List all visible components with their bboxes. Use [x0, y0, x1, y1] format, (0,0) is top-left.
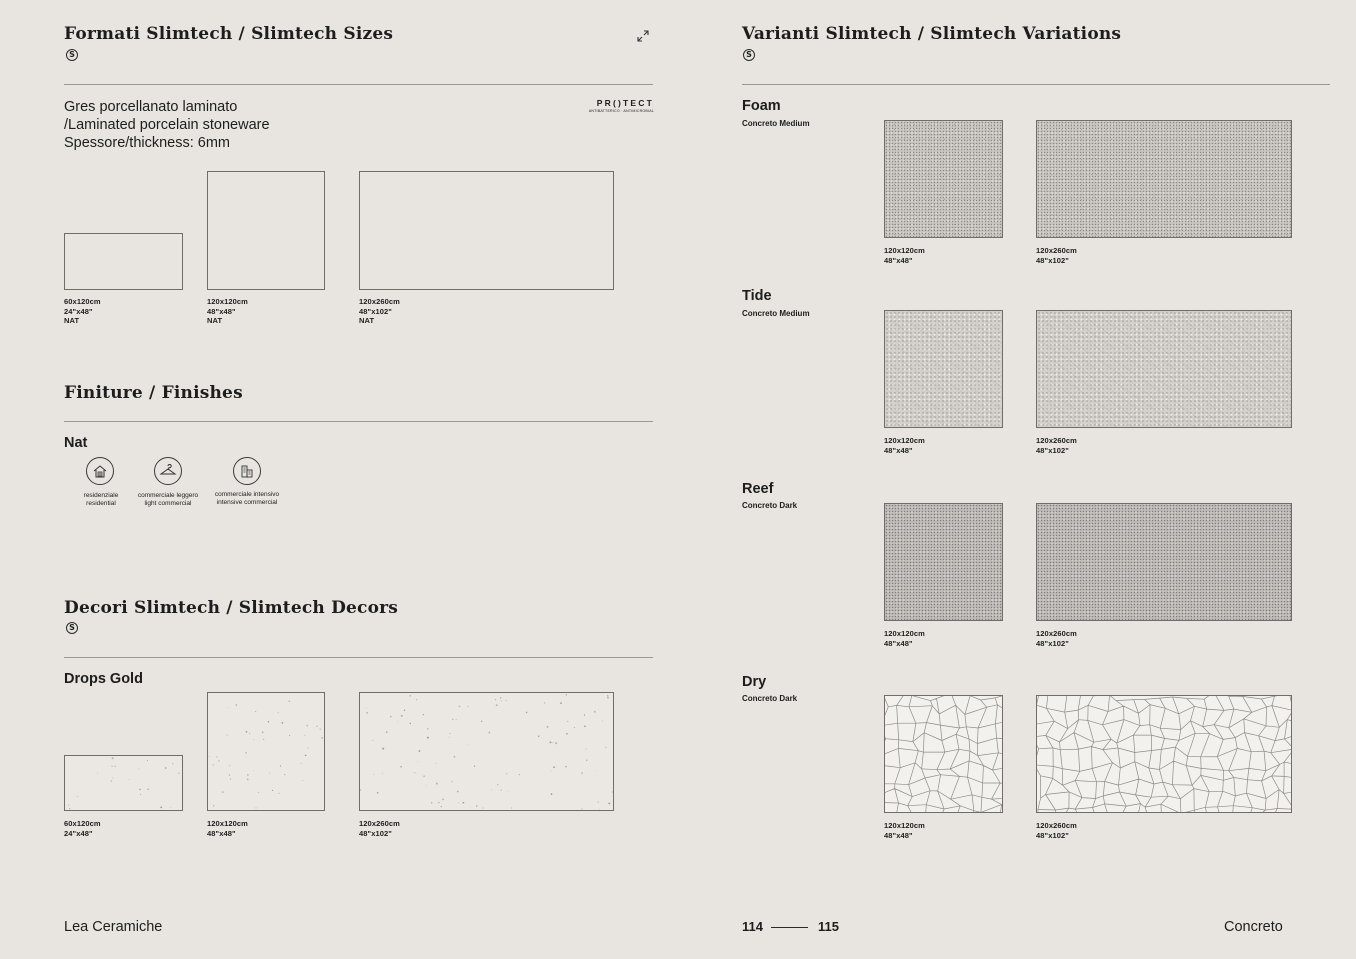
- variant-sub: Concreto Dark: [742, 501, 798, 510]
- divider: [742, 84, 1330, 85]
- size-inch: 24"x48": [64, 306, 93, 316]
- decor-caption: [207, 819, 248, 838]
- size-finish: NAT: [359, 316, 375, 325]
- usage-caption: [70, 492, 132, 508]
- size-inch: 48"x48": [884, 830, 913, 840]
- size-caption: [64, 297, 101, 326]
- usage-label: residenziale: [83, 492, 119, 499]
- variant-caption: [1036, 246, 1077, 265]
- variant-sub: Concreto Dark: [742, 694, 798, 703]
- hanger-icon: [154, 457, 182, 485]
- size-inch: 48"x102": [1036, 445, 1069, 455]
- variant-tile: [1036, 503, 1292, 621]
- variant-tile: [1036, 695, 1292, 813]
- size-cm: 120x120cm: [884, 629, 925, 638]
- decor-tile-60x120: [64, 755, 183, 811]
- protect-logo: [582, 98, 654, 113]
- decor-name: Drops Gold: [64, 671, 143, 687]
- variant-sub: Concreto Medium: [742, 119, 810, 128]
- variant-caption: [884, 629, 925, 648]
- size-inch: 48"x48": [884, 638, 913, 648]
- decor-caption: [64, 819, 101, 838]
- size-cm: 120x260cm: [1036, 821, 1077, 830]
- size-tile-60x120: [64, 233, 183, 290]
- material-line-2: /Laminated porcelain stoneware: [64, 117, 270, 133]
- variant-name: Reef: [742, 481, 774, 497]
- usage-caption: [132, 492, 204, 508]
- size-cm: 60x120cm: [64, 297, 101, 306]
- decor-caption: [359, 819, 400, 838]
- size-cm: 120x260cm: [359, 819, 400, 828]
- variant-tile: [1036, 120, 1292, 238]
- variant-caption: [1036, 821, 1077, 840]
- divider: [64, 657, 653, 658]
- size-inch: 48"x102": [1036, 255, 1069, 265]
- page-number-right: 115: [818, 919, 839, 934]
- house-icon: [86, 457, 114, 485]
- material-line-3: Spessore/thickness: 6mm: [64, 135, 231, 151]
- protect-logo-text: PR()TECT: [596, 98, 654, 108]
- usage-label: intensive commercial: [216, 499, 278, 506]
- size-cm: 120x260cm: [359, 297, 400, 306]
- size-inch: 48"x48": [884, 445, 913, 455]
- size-inch: 48"x48": [207, 306, 236, 316]
- size-cm: 120x260cm: [1036, 246, 1077, 255]
- decor-tile-120x120: [207, 692, 325, 811]
- variant-caption: [1036, 629, 1077, 648]
- size-cm: 120x120cm: [884, 246, 925, 255]
- usage-light-commercial: [154, 457, 182, 485]
- size-cm: 120x260cm: [1036, 629, 1077, 638]
- slimtech-badge-icon: S: [743, 49, 755, 61]
- size-caption: [359, 297, 400, 326]
- usage-caption: [206, 491, 288, 507]
- size-cm: 120x260cm: [1036, 436, 1077, 445]
- size-tile-120x120: [207, 171, 325, 290]
- usage-label: residential: [86, 500, 116, 507]
- usage-label: commerciale intensivo: [214, 491, 280, 498]
- sizes-title: Formati Slimtech / Slimtech Sizes: [64, 24, 394, 44]
- variant-tile: [884, 310, 1003, 428]
- variant-caption: [1036, 436, 1077, 455]
- variations-title: Varianti Slimtech / Slimtech Variations: [742, 24, 1122, 44]
- divider: [64, 421, 653, 422]
- finish-name: Nat: [64, 435, 88, 451]
- size-inch: 48"x102": [359, 828, 392, 838]
- size-cm: 120x120cm: [884, 821, 925, 830]
- variant-name: Dry: [742, 674, 767, 690]
- variant-tile: [884, 120, 1003, 238]
- variant-name: Tide: [742, 288, 772, 304]
- usage-label: commerciale leggero: [137, 492, 199, 499]
- variant-caption: [884, 246, 925, 265]
- size-inch: 48"x102": [359, 306, 392, 316]
- divider: [64, 84, 653, 85]
- variant-name: Foam: [742, 98, 781, 114]
- size-finish: NAT: [207, 316, 223, 325]
- size-cm: 60x120cm: [64, 819, 101, 828]
- material-line-1: Gres porcellanato laminato: [64, 99, 238, 115]
- usage-intensive-commercial: [233, 457, 261, 485]
- page-divider: [771, 927, 808, 928]
- footer-collection: Concreto: [1224, 919, 1283, 935]
- slimtech-badge-icon: S: [66, 49, 78, 61]
- size-inch: 48"x102": [1036, 638, 1069, 648]
- variant-tile: [884, 503, 1003, 621]
- variant-tile: [884, 695, 1003, 813]
- size-inch: 48"x48": [884, 255, 913, 265]
- variant-caption: [884, 436, 925, 455]
- size-tile-120x260: [359, 171, 614, 290]
- size-cm: 120x120cm: [884, 436, 925, 445]
- finishes-title: Finiture / Finishes: [64, 383, 243, 403]
- building-icon: [233, 457, 261, 485]
- variant-caption: [884, 821, 925, 840]
- size-finish: NAT: [64, 316, 80, 325]
- usage-residential: [86, 457, 116, 485]
- size-cm: 120x120cm: [207, 297, 248, 306]
- expand-icon[interactable]: [637, 29, 649, 41]
- slimtech-badge-icon: S: [66, 622, 78, 634]
- protect-tagline: ANTIBATTERICO · ANTIMICROBIAL: [588, 109, 654, 113]
- page-number-left: 114: [742, 919, 763, 934]
- size-inch: 48"x102": [1036, 830, 1069, 840]
- size-cm: 120x120cm: [207, 819, 248, 828]
- decor-tile-120x260: [359, 692, 614, 811]
- decors-title: Decori Slimtech / Slimtech Decors: [64, 598, 399, 618]
- usage-label: light commercial: [144, 500, 192, 507]
- footer-brand: Lea Ceramiche: [64, 919, 163, 935]
- size-inch: 48"x48": [207, 828, 236, 838]
- size-inch: 24"x48": [64, 828, 93, 838]
- variant-sub: Concreto Medium: [742, 309, 810, 318]
- size-caption: [207, 297, 248, 326]
- variant-tile: [1036, 310, 1292, 428]
